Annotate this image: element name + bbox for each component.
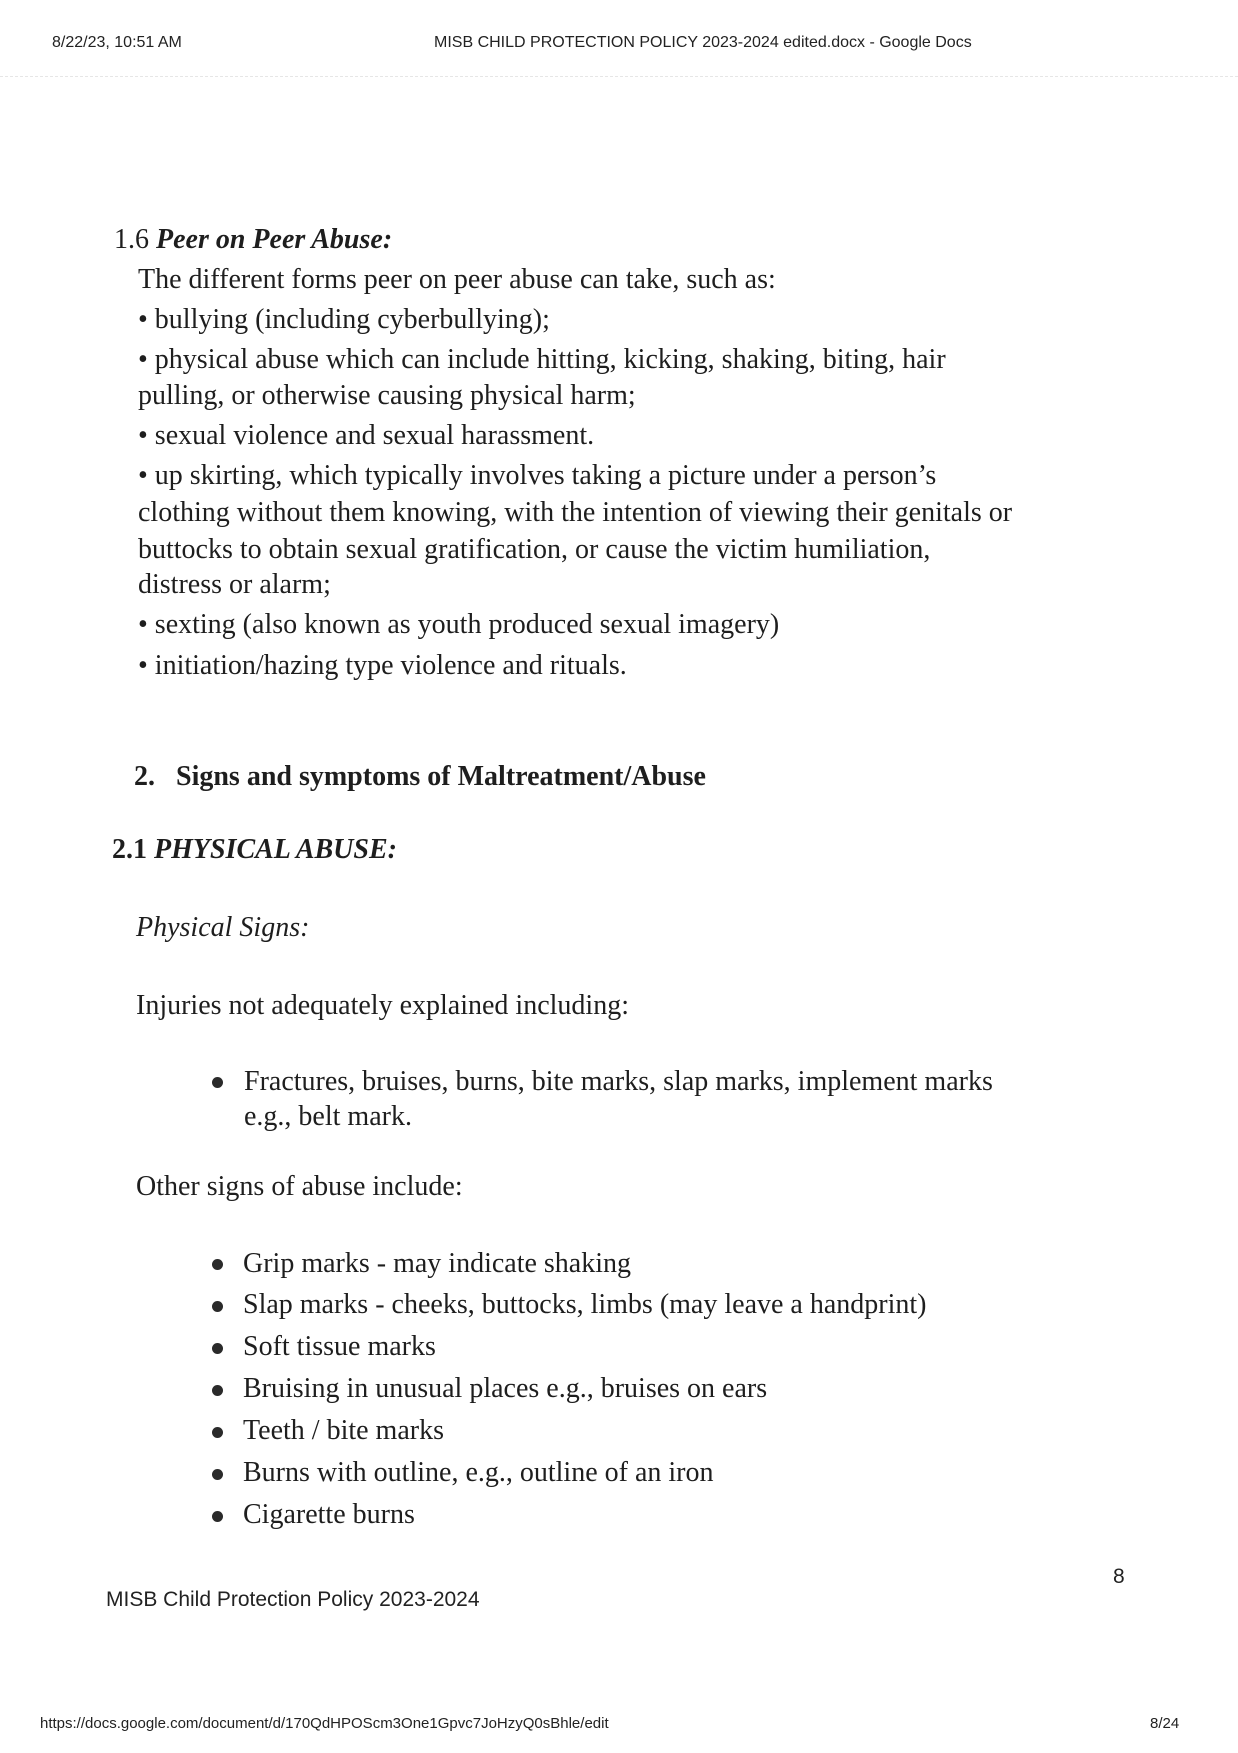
- other-sign-item: Soft tissue marks: [243, 1331, 436, 1362]
- section-1-6-intro: The different forms peer on peer abuse can take, such as:: [138, 264, 776, 295]
- other-signs-intro: Other signs of abuse include:: [136, 1171, 463, 1202]
- peer-abuse-line: • bullying (including cyberbullying);: [138, 304, 550, 335]
- section-2-heading: [134, 759, 706, 795]
- bullet-icon: [212, 1385, 223, 1396]
- other-sign-item: Slap marks - cheeks, buttocks, limbs (may leave a handprint): [243, 1289, 927, 1320]
- peer-abuse-line: • initiation/hazing type violence and rituals.: [138, 650, 627, 681]
- section-number: 2.1: [112, 834, 147, 865]
- section-title: Peer on Peer Abuse:: [156, 224, 393, 255]
- injuries-item-line1: Fractures, bruises, burns, bite marks, slap marks, implement marks: [244, 1066, 993, 1097]
- bullet-icon: [212, 1301, 223, 1312]
- other-sign-item: Burns with outline, e.g., outline of an iron: [243, 1457, 714, 1488]
- section-1-6-heading: [114, 222, 392, 258]
- footer-label: MISB Child Protection Policy 2023-2024: [106, 1588, 480, 1611]
- print-datetime: 8/22/23, 10:51 AM: [52, 34, 182, 51]
- peer-abuse-line: • physical abuse which can include hitting, kicking, shaking, biting, hair: [138, 344, 946, 375]
- other-sign-item: Teeth / bite marks: [243, 1415, 444, 1446]
- bullet-icon: [212, 1427, 223, 1438]
- bullet-icon: [212, 1511, 223, 1522]
- header-divider: [0, 76, 1238, 77]
- section-number: 1.6: [114, 224, 149, 255]
- browser-print-header: [0, 0, 1238, 80]
- peer-abuse-line: • up skirting, which typically involves taking a picture under a person’s: [138, 460, 937, 491]
- bullet-icon: [212, 1077, 223, 1088]
- section-title: PHYSICAL ABUSE:: [154, 834, 397, 865]
- bullet-icon: [212, 1343, 223, 1354]
- peer-abuse-line: pulling, or otherwise causing physical harm;: [138, 380, 636, 411]
- other-sign-item: Grip marks - may indicate shaking: [243, 1248, 632, 1279]
- peer-abuse-line: • sexting (also known as youth produced sexual imagery): [138, 609, 780, 640]
- physical-signs-subheading: Physical Signs:: [136, 912, 310, 943]
- bullet-icon: [212, 1469, 223, 1480]
- section-title: Signs and symptoms of Maltreatment/Abuse: [176, 761, 706, 792]
- peer-abuse-line: buttocks to obtain sexual gratification, or cause the victim humiliation,: [138, 534, 931, 565]
- peer-abuse-line: distress or alarm;: [138, 569, 331, 600]
- bullet-icon: [212, 1259, 223, 1270]
- injuries-item-line2: e.g., belt mark.: [244, 1101, 412, 1132]
- section-2-1-heading: [112, 832, 397, 868]
- other-sign-item: Cigarette burns: [243, 1499, 415, 1530]
- other-sign-item: Bruising in unusual places e.g., bruises on ears: [243, 1373, 768, 1404]
- peer-abuse-line: clothing without them knowing, with the intention of viewing their genitals or: [138, 497, 1013, 528]
- peer-abuse-line: • sexual violence and sexual harassment.: [138, 420, 595, 451]
- print-url: https://docs.google.com/document/d/170QdHPOScm3One1Gpvc7JoHzyQ0sBhle/edit: [40, 1715, 609, 1732]
- section-number: 2.: [134, 761, 155, 792]
- print-doc-title: MISB CHILD PROTECTION POLICY 2023-2024 edited.docx - Google Docs: [434, 34, 972, 51]
- print-page-count: 8/24: [1150, 1715, 1180, 1732]
- injuries-intro: Injuries not adequately explained including:: [136, 990, 629, 1021]
- page-number: 8: [1113, 1565, 1125, 1588]
